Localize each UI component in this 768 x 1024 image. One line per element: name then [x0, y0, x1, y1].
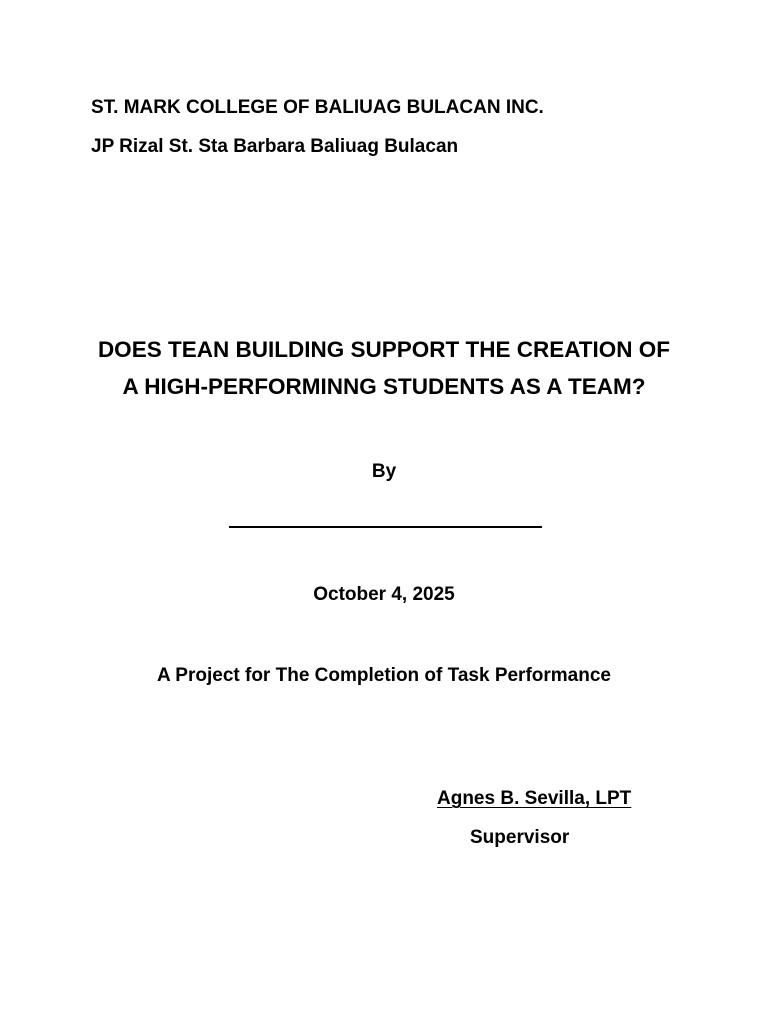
byline-label: By: [371, 461, 397, 482]
institution-address: JP Rizal St. Sta Barbara Baliuag Bulacan: [91, 136, 459, 157]
institution-name: ST. MARK COLLEGE OF BALIUAG BULACAN INC.: [91, 97, 544, 118]
document-title-line-1: DOES TEAN BUILDING SUPPORT THE CREATION OF: [97, 337, 671, 362]
document-date: October 4, 2025: [313, 584, 455, 605]
project-purpose: A Project for The Completion of Task Performance: [157, 665, 611, 686]
document-title-line-2: A HIGH-PERFORMINNG STUDENTS AS A TEAM?: [122, 374, 646, 399]
author-name-blank: [229, 506, 542, 528]
supervisor-name: Agnes B. Sevilla, LPT: [437, 788, 632, 809]
supervisor-role: Supervisor: [470, 827, 570, 848]
